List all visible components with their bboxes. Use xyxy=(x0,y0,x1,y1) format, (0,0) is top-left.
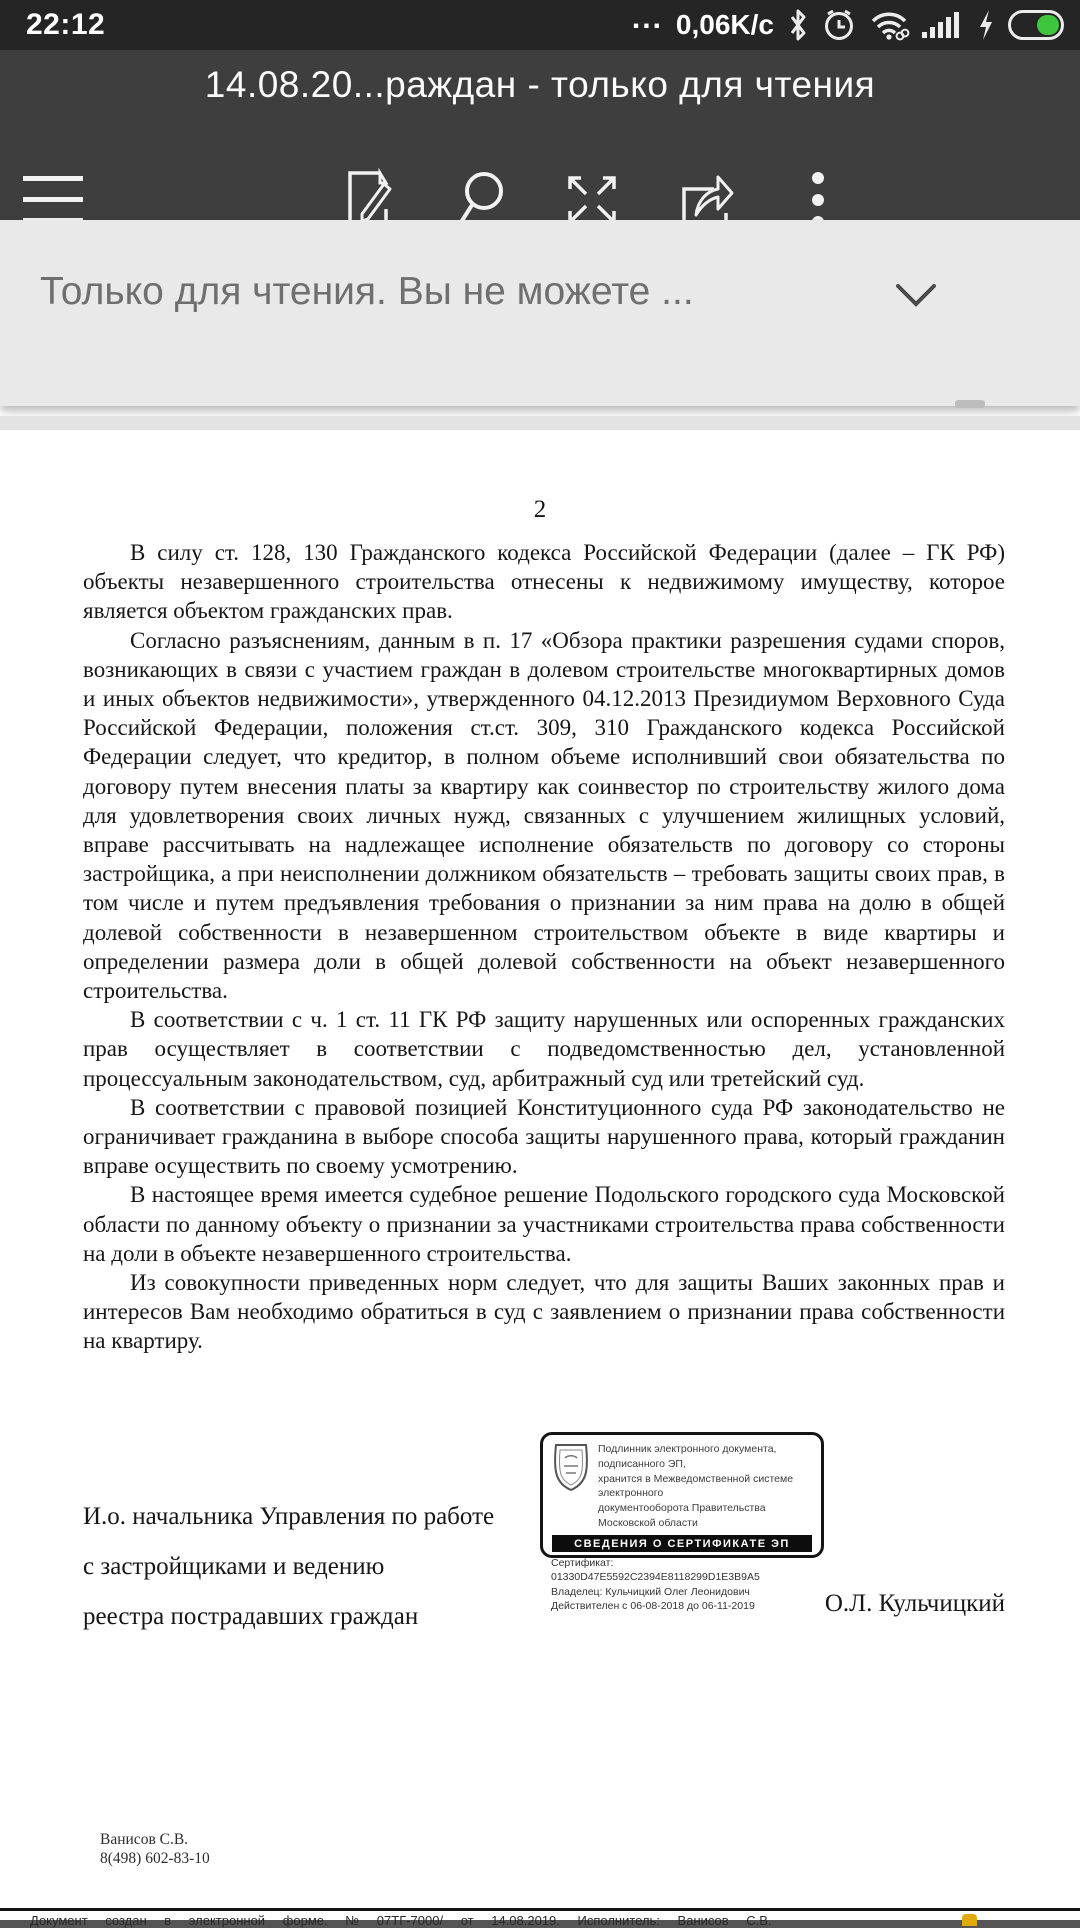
wifi-icon xyxy=(869,8,909,42)
executor-name: Ванисов С.В. xyxy=(100,1831,189,1848)
paragraph: Согласно разъяснениям, данным в п. 17 «Обзора практики разрешения судами споров, возникающих в связи с участием граждан в долевом строительстве многоквартирных домов и иных объектов недвижимости», утвержденного 04.12.2013 Президиумом Верховного Суда Российской Федерации, положения ст.ст. 309, 310 Гражданского кодекса Российской Федерации следует, что кредитор, в полном объеме исполнивший свои обязательства по договору путем внесения платы за квартиру как соинвестор по строительству жилого дома для удовлетворения своих личных нужд, связанных с улучшением жилищных условий, вправе рассчитывать на надлежащее исполнение обязательств по договору со стороны застройщика, а при неисполнении должником обязательств – требовать защиты своих прав, в том числе и путем предъявления требования о признании за ним права на долю в общей долевой собственности в незавершенном строительством объекте в виде квартиры и определении размера доли в общей долевой собственности на объект незавершенного строительства. xyxy=(83,627,1005,1004)
document-page[interactable] xyxy=(0,430,1080,1908)
signal-icon xyxy=(922,8,964,42)
document-body xyxy=(83,538,1005,1356)
network-speed: 0,06K/c xyxy=(675,9,774,40)
stamp-certificate-info xyxy=(551,1556,813,1614)
scroll-indicator xyxy=(955,400,985,408)
alarm-icon xyxy=(822,8,856,42)
paragraph: Из совокупности приведенных норм следует, что для защиты Ваших законных прав и интересов Вам необходимо обратиться в суд с заявлением о признании права собственности на квартиру. xyxy=(83,1270,1005,1354)
stamp-bar-title: СВЕДЕНИЯ О СЕРТИФИКАТЕ ЭП xyxy=(552,1535,812,1552)
paragraph: В силу ст. 128, 130 Гражданского кодекса Российской Федерации (далее – ГК РФ) объекты незавершенного строительства отнесены к недвижимому имуществу, которое является объектом гражданских прав. xyxy=(83,540,1005,624)
document-title: 14.08.20...раждан - только для чтения xyxy=(204,64,876,105)
paragraph: В соответствии с ч. 1 ст. 11 ГК РФ защиту нарушенных или оспоренных гражданских прав осуществляет в соответствии с подведомственностью дел, установленной процессуальным законодательством, суд, арбитражный суд или третейский суд. xyxy=(83,1007,1005,1091)
bluetooth-icon xyxy=(787,8,809,42)
executor-footer xyxy=(100,1830,210,1868)
certificate-number: Сертификат: 01330D47E5592C2394E8118299D1E3B9A5 xyxy=(551,1556,760,1584)
status-bar xyxy=(0,0,1080,50)
esignature-stamp xyxy=(540,1432,824,1613)
next-row-peek xyxy=(0,1911,1080,1928)
paragraph: В настоящее время имеется судебное решение Подольского городского суда Московской области по данному объекту о признании за участниками строительства права собственности на доли в объекте незавершенного строительства. xyxy=(83,1182,1005,1266)
battery-icon xyxy=(1008,10,1064,40)
battery-level xyxy=(1037,15,1059,35)
coat-of-arms-icon xyxy=(551,1442,591,1531)
clipped-footer-text: Документ создан в электронной форме. № 07ТГ-7000/ от 14.08.2019. Исполнитель: Ванисов С.В. xyxy=(30,1913,772,1928)
charging-icon xyxy=(977,8,995,42)
page-number: 2 xyxy=(533,496,547,523)
readonly-banner[interactable] xyxy=(0,220,1080,406)
clipped-badge-icon xyxy=(962,1914,977,1926)
executor-phone: 8(498) 602-83-10 xyxy=(100,1850,210,1867)
paragraph: В соответствии с правовой позицией Конституционного суда РФ законодательство не ограничивает гражданина в выборе способа защиты нарушенного права, который гражданин вправе осуществить по своему усмотрению. xyxy=(83,1094,1005,1179)
stamp-header-text: Подлинник электронного документа, подписанного ЭП, хранится в Межведомственной системе электронного документооборота Правительства Московской области xyxy=(598,1443,794,1529)
notification-dots-icon: ... xyxy=(631,2,663,35)
certificate-validity: Действителен с 06-08-2018 до 06-11-2019 xyxy=(551,1600,755,1613)
signer-name: О.Л. Кульчицкий xyxy=(824,1590,1005,1617)
chevron-down-icon[interactable] xyxy=(894,282,938,308)
page-separator xyxy=(0,416,1080,430)
app-header xyxy=(0,50,1080,220)
certificate-owner: Владелец: Кульчицкий Олег Леонидович xyxy=(551,1585,750,1598)
readonly-banner-text: Только для чтения. Вы не можете ... xyxy=(40,270,694,313)
hamburger-icon xyxy=(23,174,85,226)
clock-time: 22:12 xyxy=(26,8,106,41)
signer-position: И.о. начальника Управления по работе с застройщиками и ведению реестра пострадавших граждан xyxy=(83,1503,495,1630)
